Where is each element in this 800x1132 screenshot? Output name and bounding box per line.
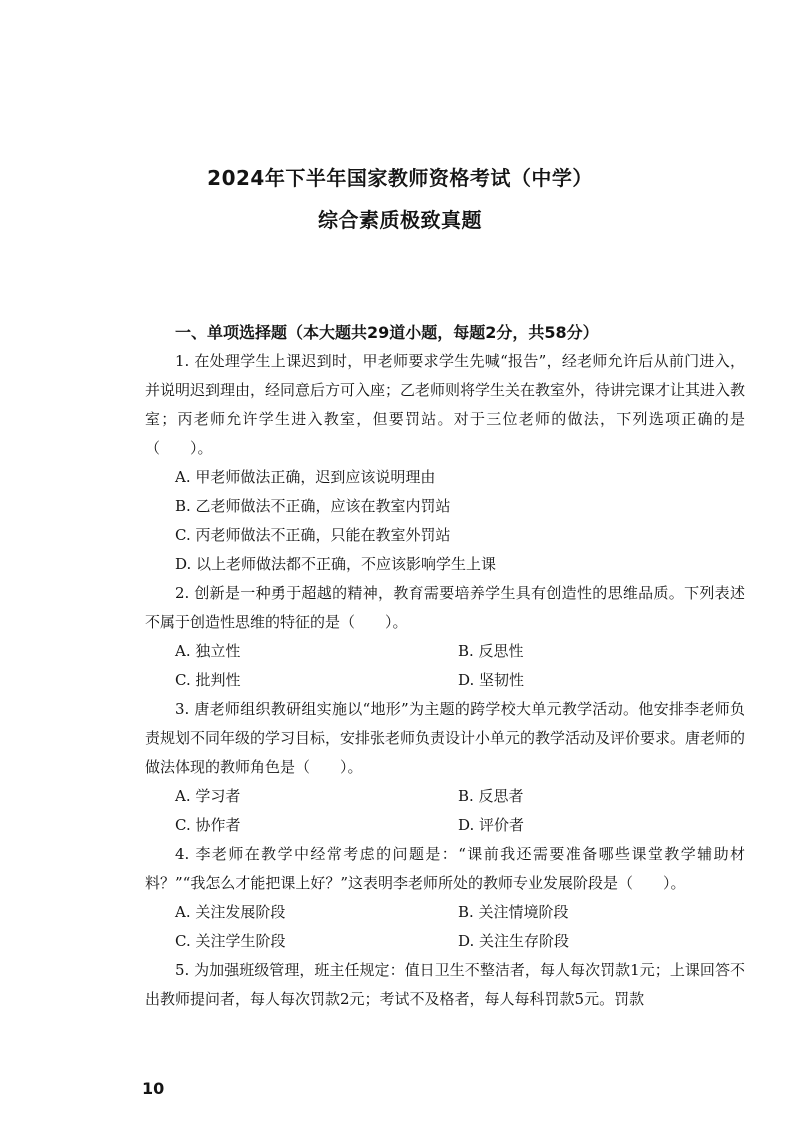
- question-1-option-d: D. 以上老师做法都不正确，不应该影响学生上课: [175, 555, 497, 573]
- question-2-option-c: C. 批判性: [175, 671, 241, 689]
- question-1-option-c: C. 丙老师做法不正确，只能在教室外罚站: [175, 526, 451, 544]
- exam-subtitle: 综合素质极致真题: [318, 208, 482, 232]
- page-number: 10: [142, 1079, 165, 1098]
- question-2-option-a: A. 独立性: [175, 642, 241, 660]
- question-2-stem: 2. 创新是一种勇于超越的精神，教育需要培养学生具有创造性的思维品质。下列表述不属于创造性思维的特征的是（ ）。: [145, 584, 745, 631]
- question-4-stem: 4. 李老师在教学中经常考虑的问题是：“课前我还需要准备哪些课堂教学辅助材料？”“我怎么才能把课上好？”这表明李老师所处的教师专业发展阶段是（ ）。: [145, 845, 745, 892]
- question-2-options-row-1: [145, 637, 745, 666]
- question-3-options-row-2: [145, 811, 745, 840]
- question-1-option-a: A. 甲老师做法正确，迟到应该说明理由: [175, 468, 436, 486]
- question-3-options-row-1: [145, 782, 745, 811]
- question-4-option-d: D. 关注生存阶段: [458, 932, 570, 950]
- question-2-option-d: D. 坚韧性: [458, 671, 525, 689]
- question-5-stem: 5. 为加强班级管理，班主任规定：值日卫生不整洁者，每人每次罚款1元；上课回答不出教师提问者，每人每次罚款2元；考试不及格者，每人每科罚款5元。罚款: [145, 961, 745, 1008]
- question-3-option-d: D. 评价者: [458, 816, 525, 834]
- question-4-option-c: C. 关注学生阶段: [175, 932, 286, 950]
- question-4-option-b: B. 关注情境阶段: [458, 903, 569, 921]
- section-heading: 一、单项选择题（本大题共29道小题，每题2分，共58分）: [175, 323, 599, 342]
- question-2-options-row-2: [145, 666, 745, 695]
- question-1-option-b: B. 乙老师做法不正确，应该在教室内罚站: [175, 497, 451, 515]
- exam-title: 2024年下半年国家教师资格考试（中学）: [207, 166, 593, 190]
- question-2-option-b: B. 反思性: [458, 642, 524, 660]
- question-1-stem: 1. 在处理学生上课迟到时，甲老师要求学生先喊“报告”，经老师允许后从前门进入，并说明迟到理由，经同意后方可入座；乙老师则将学生关在教室外，待讲完课才让其进入教室；丙老师允许学生进入教室，但要罚站。对于三位老师的做法，下列选项正确的是（ ）。: [145, 352, 746, 457]
- exam-content: [145, 318, 745, 1014]
- question-3-stem: 3. 唐老师组织教研组实施以“地形”为主题的跨学校大单元教学活动。他安排李老师负责规划不同年级的学习目标，安排张老师负责设计小单元的教学活动及评价要求。唐老师的做法体现的教师角色是（ ）。: [145, 700, 746, 776]
- question-4-options-row-2: [145, 927, 745, 956]
- question-4-option-a: A. 关注发展阶段: [175, 903, 286, 921]
- question-4-options-row-1: [145, 898, 745, 927]
- question-3-option-c: C. 协作者: [175, 816, 241, 834]
- question-3-option-a: A. 学习者: [175, 787, 241, 805]
- question-3-option-b: B. 反思者: [458, 787, 524, 805]
